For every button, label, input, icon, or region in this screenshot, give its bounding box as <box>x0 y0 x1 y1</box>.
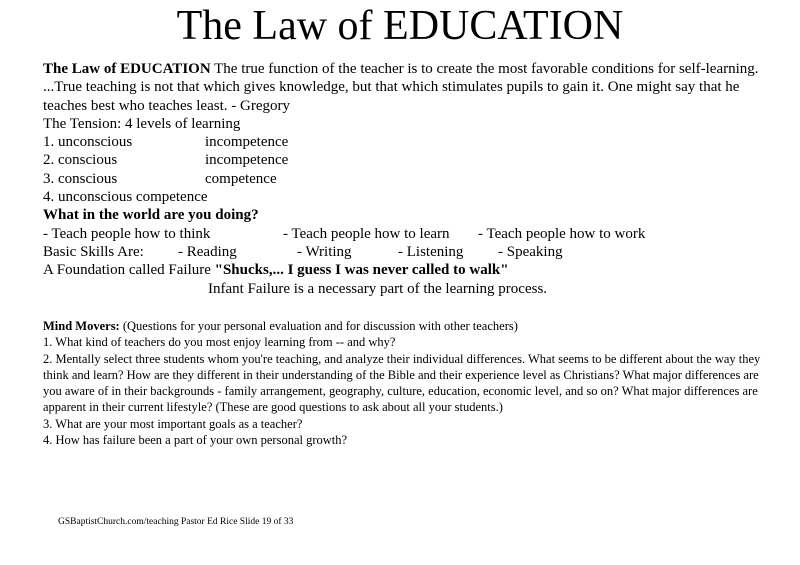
skill-item: - Speaking <box>498 243 563 260</box>
mind-movers <box>43 318 763 448</box>
level-2 <box>43 151 773 169</box>
skill-item: - Listening <box>398 243 464 260</box>
slide-footer: GSBaptistChurch.com/teaching Pastor Ed Rice Slide 19 of 33 <box>58 517 294 527</box>
level-3 <box>43 170 773 188</box>
level-1-num: 1. unconscious <box>43 134 133 151</box>
skills-label: Basic Skills Are: <box>43 243 144 260</box>
level-1-state: incompetence <box>205 134 289 151</box>
level-2-state: incompetence <box>205 152 289 169</box>
intro-paragraph <box>43 60 773 115</box>
level-2-num: 2. conscious <box>43 152 118 169</box>
mind-movers-intro: (Questions for your personal evaluation and for discussion with other teachers) <box>119 319 518 333</box>
intro-text: The true function of the teacher is to create the most favorable conditions for self-learning. ...True teaching is not that which gives knowledge, but that which stimulates pupils to gain it. One might say that he teaches best who teaches least. - Gregory <box>43 61 759 114</box>
skills-list <box>43 243 773 261</box>
doing-item: - Teach people how to learn <box>283 225 450 242</box>
doing-list <box>43 225 773 243</box>
failure-note: Infant Failure is a necessary part of the learning process. <box>208 280 548 297</box>
page-title: The Law of EDUCATION <box>176 3 624 49</box>
question-item: 4. How has failure been a part of your own personal growth? <box>43 433 348 448</box>
skill-item: - Reading <box>178 243 237 260</box>
question-item: 2. Mentally select three students whom you're teaching, and analyze their individual differences. What seems to be different about the way they think and learn? How are they different in their understanding of the Bible and their experience level as Christians? What major differences are you aware of in their backgrounds - family arrangement, geography, culture, education, economic level, and so on? What major differences are apparent in their current lifestyle? (These are good questions to ask about all your students.) <box>43 351 761 415</box>
level-3-num: 3. conscious <box>43 170 118 187</box>
doing-item: - Teach people how to work <box>478 225 646 242</box>
level-1 <box>43 133 773 151</box>
level-3-state: competence <box>205 170 277 187</box>
question-item: 3. What are your most important goals as a teacher? <box>43 416 303 431</box>
level-4: 4. unconscious competence <box>43 189 208 206</box>
failure-label: A Foundation called Failure <box>43 262 215 279</box>
question-item: 1. What kind of teachers do you most enjoy learning from -- and why? <box>43 335 396 350</box>
failure-line <box>43 261 773 279</box>
tension-heading: The Tension: 4 levels of learning <box>43 115 241 132</box>
failure-quote: "Shucks,... I guess I was never called to walk" <box>214 262 509 279</box>
mind-movers-label: Mind Movers: <box>43 319 120 333</box>
skill-item: - Writing <box>297 243 352 260</box>
doing-heading: What in the world are you doing? <box>43 207 259 224</box>
intro-heading: The Law of EDUCATION <box>43 61 211 77</box>
slide-body <box>43 60 773 298</box>
doing-item: - Teach people how to think <box>43 225 211 242</box>
